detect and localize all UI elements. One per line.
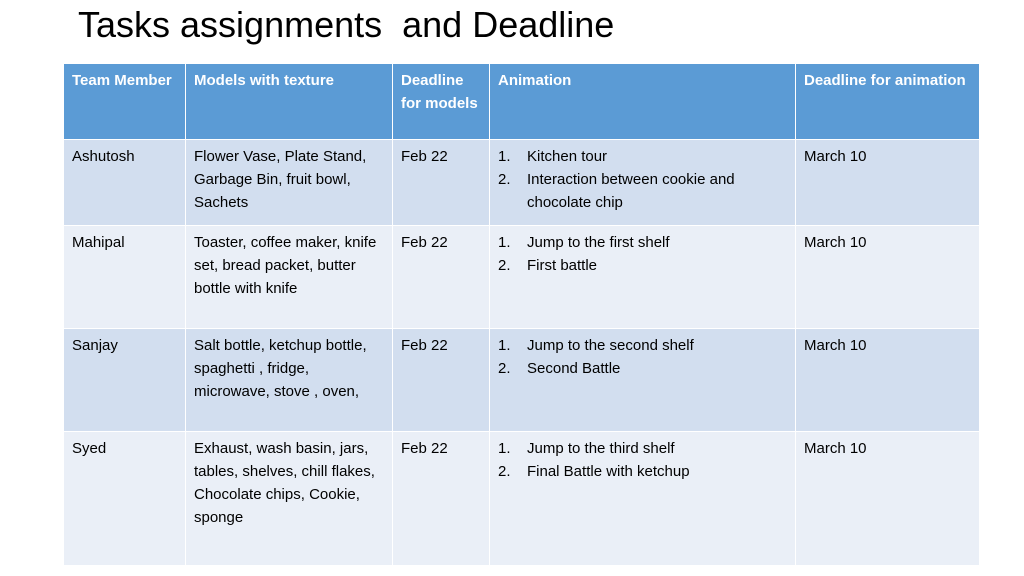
models-cell: Toaster, coffee maker, knife set, bread packet, butter bottle with knife xyxy=(186,226,393,329)
item-number: 2. xyxy=(498,257,511,274)
models-deadline-cell: Feb 22 xyxy=(393,432,490,566)
animation-cell xyxy=(490,226,796,329)
item-number: 2. xyxy=(498,463,511,480)
team-member-cell: Sanjay xyxy=(64,329,186,432)
item-text: First battle xyxy=(527,257,598,274)
models-cell: Salt bottle, ketchup bottle, spaghetti , fridge, microwave, stove , oven, xyxy=(186,329,393,432)
item-text: Jump to the first shelf xyxy=(527,234,670,251)
item-number: 1. xyxy=(498,337,511,354)
item-text: Second Battle xyxy=(527,360,621,377)
animation-item xyxy=(498,437,787,460)
item-text: Jump to the third shelf xyxy=(527,440,675,457)
team-member-cell: Ashutosh xyxy=(64,140,186,226)
animation-item xyxy=(498,460,787,483)
animation-item xyxy=(498,231,787,254)
animation-deadline-cell: March 10 xyxy=(796,140,980,226)
table-row xyxy=(64,329,980,432)
models-deadline-cell: Feb 22 xyxy=(393,140,490,226)
team-member-cell: Syed xyxy=(64,432,186,566)
item-text: Final Battle with ketchup xyxy=(527,463,690,480)
animation-list xyxy=(498,231,787,277)
animation-item xyxy=(498,357,787,380)
item-number: 1. xyxy=(498,148,511,165)
animation-list xyxy=(498,334,787,380)
item-text: Jump to the second shelf xyxy=(527,337,694,354)
table-row xyxy=(64,226,980,329)
team-member-cell: Mahipal xyxy=(64,226,186,329)
item-number: 1. xyxy=(498,234,511,251)
animation-deadline-cell: March 10 xyxy=(796,226,980,329)
item-number: 2. xyxy=(498,171,511,188)
header-team-member: Team Member xyxy=(64,64,186,140)
models-deadline-cell: Feb 22 xyxy=(393,226,490,329)
models-cell: Exhaust, wash basin, jars, tables, shelves, chill flakes, Chocolate chips, Cookie, sponge xyxy=(186,432,393,566)
animation-deadline-cell: March 10 xyxy=(796,432,980,566)
models-deadline-cell: Feb 22 xyxy=(393,329,490,432)
animation-deadline-cell: March 10 xyxy=(796,329,980,432)
animation-item xyxy=(498,334,787,357)
animation-list xyxy=(498,437,787,483)
animation-cell xyxy=(490,432,796,566)
table-header-row xyxy=(64,64,980,140)
animation-cell xyxy=(490,140,796,226)
slide-title: Tasks assignments and Deadline xyxy=(78,4,615,45)
animation-list xyxy=(498,145,787,214)
animation-item xyxy=(498,168,787,214)
header-deadline-for-animation: Deadline for animation xyxy=(796,64,980,140)
header-models-with-texture: Models with texture xyxy=(186,64,393,140)
animation-item xyxy=(498,145,787,168)
table-row xyxy=(64,140,980,226)
item-text: Interaction between cookie and chocolate chip xyxy=(527,171,735,211)
table-row xyxy=(64,432,980,566)
item-number: 1. xyxy=(498,440,511,457)
item-number: 2. xyxy=(498,360,511,377)
header-animation: Animation xyxy=(490,64,796,140)
animation-item xyxy=(498,254,787,277)
models-cell: Flower Vase, Plate Stand, Garbage Bin, fruit bowl, Sachets xyxy=(186,140,393,226)
animation-cell xyxy=(490,329,796,432)
header-deadline-for-models: Deadline for models xyxy=(393,64,490,140)
item-text: Kitchen tour xyxy=(527,148,608,165)
task-table xyxy=(63,63,980,566)
